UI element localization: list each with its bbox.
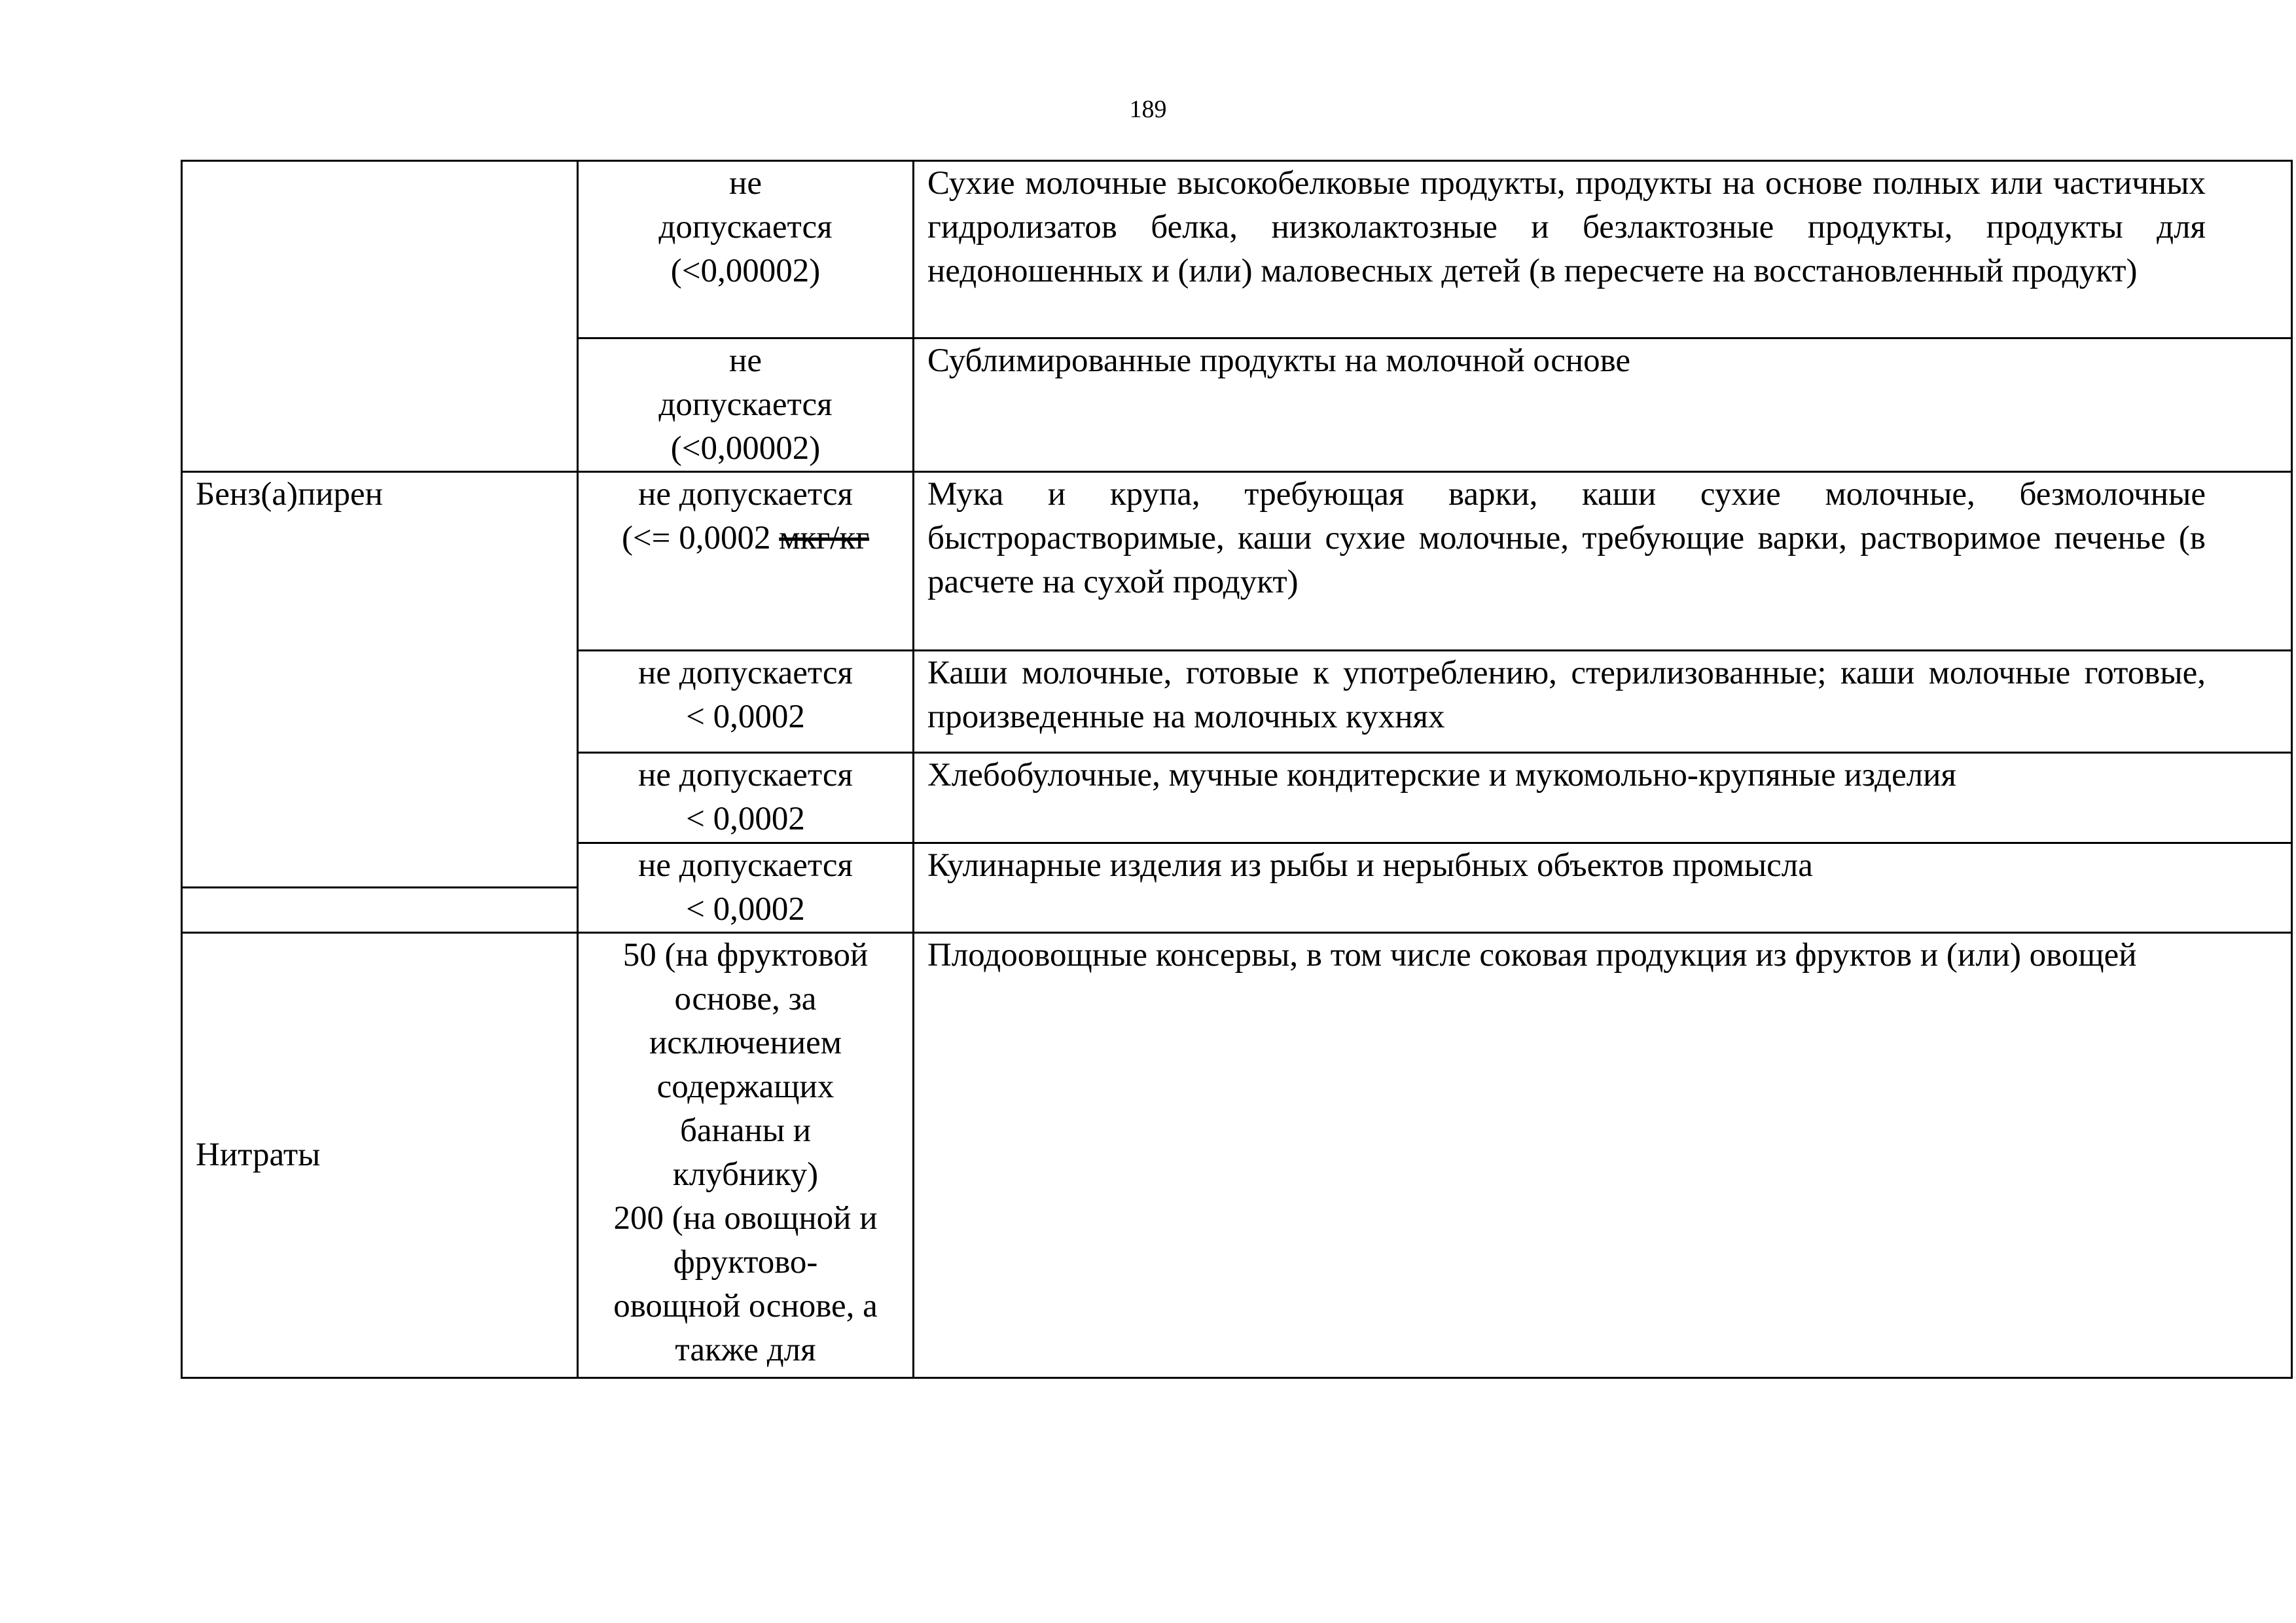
limit-line: < 0,0002 [686, 801, 805, 838]
table-row [182, 161, 2292, 338]
indicator-cell-empty [182, 888, 578, 933]
limit-line: овощной основе, а [613, 1288, 878, 1325]
limit-line: содержащих [656, 1068, 834, 1106]
limit-value: (<= 0,0002 [621, 520, 780, 557]
indicator-cell-empty [182, 161, 578, 472]
limit-line: (<0,00002) [670, 253, 821, 289]
limit-cell [578, 843, 914, 932]
limit-cell [578, 933, 914, 1378]
indicator-cell [182, 472, 578, 888]
limit-line: 50 (на фруктовой [622, 937, 869, 974]
limit-cell [578, 338, 914, 472]
limit-cell [578, 161, 914, 338]
product-description: Плодоовощные консервы, в том числе соковая продукция из фруктов и (или) овощей [914, 933, 2292, 1378]
limit-line: допускается [658, 209, 833, 246]
limit-line: не [729, 342, 762, 379]
limit-cell [578, 753, 914, 843]
table-row [182, 472, 2292, 651]
product-description: Хлебобулочные, мучные кондитерские и мукомольно-крупяные изделия [914, 753, 2292, 843]
limit-line: < 0,0002 [686, 890, 805, 928]
limit-line: основе, за [674, 981, 817, 1018]
limit-line: исключением [649, 1025, 842, 1062]
limit-cell [578, 472, 914, 651]
limit-line: не допускается [638, 757, 853, 794]
contaminants-table [181, 160, 2293, 1379]
product-description: Мука и крупа, требующая варки, каши сухие молочные, безмолочные быстрорастворимые, каши сухие молочные, требующие варки, растворимое печенье (в расчете на сухой продукт) [914, 472, 2292, 651]
limit-line: допускается [658, 386, 833, 423]
limit-line: не допускается [638, 654, 853, 691]
indicator-name: Бенз(а)пирен [196, 476, 383, 513]
limit-line [592, 517, 899, 560]
limit-line: < 0,0002 [686, 698, 805, 735]
limit-line: не [729, 165, 762, 202]
struck-unit: мкг/кг [779, 520, 870, 557]
limit-cell [578, 650, 914, 752]
limit-line: 200 (на овощной и [613, 1200, 878, 1237]
product-description: Каши молочные, готовые к употреблению, стерилизованные; каши молочные готовые, произведенные на молочных кухнях [914, 650, 2292, 752]
table-row [182, 933, 2292, 1378]
indicator-name: Нитраты [196, 1137, 321, 1174]
product-description: Сухие молочные высокобелковые продукты, продукты на основе полных или частичных гидролизатов белка, низколактозные и безлактозные продукты, продукты для недоношенных и (или) маловесных детей (в пересчете на восстановленный продукт) [914, 161, 2292, 338]
indicator-cell [182, 933, 578, 1378]
product-description: Сублимированные продукты на молочной основе [914, 338, 2292, 472]
limit-line: не допускается [638, 847, 853, 884]
limit-line: бананы и [679, 1112, 812, 1150]
limit-line: фруктово- [673, 1244, 818, 1281]
page-number: 189 [1129, 96, 1167, 123]
limit-line: также для [675, 1332, 816, 1369]
limit-line: (<0,00002) [670, 429, 821, 467]
limit-line: клубнику) [672, 1156, 819, 1194]
limit-line: не допускается [638, 476, 853, 513]
product-description: Кулинарные изделия из рыбы и нерыбных объектов промысла [914, 843, 2292, 932]
